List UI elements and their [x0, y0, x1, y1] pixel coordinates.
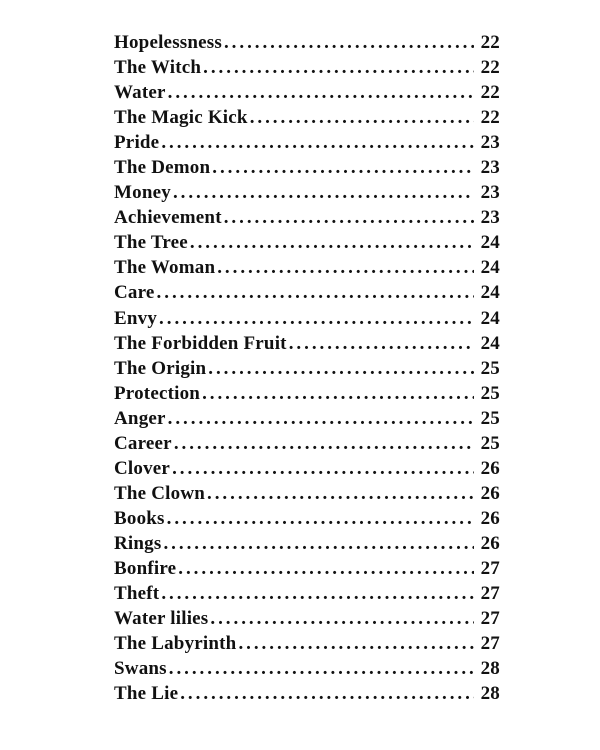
toc-entry-title: The Demon [114, 157, 211, 179]
dot-leader [161, 581, 474, 606]
toc-entry-page: 27 [480, 557, 500, 579]
toc-entry-page: 22 [480, 82, 500, 104]
toc-entry-title: The Woman [114, 257, 216, 279]
dot-leader [289, 331, 474, 356]
toc-entry-title: Bonfire [114, 557, 177, 579]
toc-entry [114, 506, 500, 531]
toc-entry [114, 105, 500, 130]
toc-entry-page: 24 [480, 282, 500, 304]
toc-entry [114, 431, 500, 456]
toc-entry [114, 30, 500, 55]
toc-entry-page: 23 [480, 132, 500, 154]
dot-leader [190, 230, 474, 255]
toc-entry-title: The Lie [114, 683, 179, 705]
dot-leader [202, 381, 474, 406]
toc-entry-title: Hopelessness [114, 32, 222, 53]
toc-entry-title: Career [114, 432, 172, 454]
toc-entry-title: The Labyrinth [114, 633, 237, 655]
toc-entry-page: 26 [480, 457, 500, 479]
toc-entry-page: 22 [480, 32, 500, 53]
toc-entry [114, 280, 500, 305]
table-of-contents [114, 30, 500, 706]
toc-entry [114, 631, 500, 656]
toc-entry [114, 456, 500, 481]
toc-entry [114, 55, 500, 80]
toc-entry-page: 22 [480, 57, 500, 79]
toc-entry-title: Envy [114, 307, 158, 329]
dot-leader [250, 105, 474, 130]
toc-entry-title: Clover [114, 457, 171, 479]
dot-leader [161, 130, 474, 155]
toc-entry-title: Anger [114, 407, 166, 429]
dot-leader [167, 506, 474, 531]
toc-entry [114, 481, 500, 506]
toc-entry [114, 556, 500, 581]
toc-entry-title: Theft [114, 583, 160, 605]
toc-entry-page: 28 [480, 683, 500, 705]
toc-entry-page: 24 [480, 307, 500, 329]
toc-entry [114, 80, 500, 105]
toc-entry-title: Books [114, 507, 165, 529]
toc-entry [114, 356, 500, 381]
dot-leader [224, 30, 474, 55]
dot-leader [210, 606, 474, 631]
dot-leader [172, 456, 474, 481]
toc-entry-page: 28 [480, 658, 500, 680]
toc-entry-title: The Witch [114, 57, 202, 79]
toc-entry-title: Money [114, 182, 171, 204]
toc-entry-title: The Magic Kick [114, 107, 248, 129]
toc-entry-title: Swans [114, 658, 167, 680]
toc-entry [114, 180, 500, 205]
toc-entry-title: The Tree [114, 232, 188, 254]
toc-entry [114, 205, 500, 230]
toc-entry-page: 27 [480, 633, 500, 655]
dot-leader [168, 406, 474, 431]
toc-entry [114, 606, 500, 631]
toc-entry-title: Water [114, 82, 166, 104]
toc-entry-title: Pride [114, 132, 160, 154]
dot-leader [203, 55, 474, 80]
toc-entry [114, 681, 500, 706]
toc-entry-page: 26 [480, 482, 500, 504]
dot-leader [173, 180, 474, 205]
dot-leader [180, 681, 474, 706]
dot-leader [178, 556, 474, 581]
toc-entry [114, 406, 500, 431]
toc-entry-title: Protection [114, 382, 201, 404]
toc-entry [114, 230, 500, 255]
toc-entry-title: Rings [114, 532, 162, 554]
toc-entry [114, 656, 500, 681]
toc-entry-page: 26 [480, 532, 500, 554]
dot-leader [169, 656, 474, 681]
toc-entry [114, 331, 500, 356]
toc-entry [114, 581, 500, 606]
toc-entry-title: Achievement [114, 207, 222, 229]
toc-entry-page: 24 [480, 257, 500, 279]
dot-leader [168, 80, 474, 105]
dot-leader [174, 431, 474, 456]
toc-entry-page: 24 [480, 332, 500, 354]
toc-entry-page: 23 [480, 157, 500, 179]
toc-entry-page: 27 [480, 608, 500, 630]
toc-entry [114, 531, 500, 556]
toc-entry-page: 22 [480, 107, 500, 129]
toc-entry-page: 23 [480, 207, 500, 229]
dot-leader [217, 255, 474, 280]
dot-leader [212, 155, 474, 180]
toc-entry-title: The Forbidden Fruit [114, 332, 287, 354]
dot-leader [224, 205, 474, 230]
toc-entry [114, 155, 500, 180]
toc-entry-page: 24 [480, 232, 500, 254]
dot-leader [208, 356, 474, 381]
dot-leader [207, 481, 474, 506]
toc-entry-title: The Origin [114, 357, 207, 379]
toc-entry-page: 25 [480, 357, 500, 379]
toc-entry [114, 255, 500, 280]
dot-leader [157, 280, 474, 305]
toc-entry-page: 23 [480, 182, 500, 204]
toc-entry-page: 25 [480, 382, 500, 404]
toc-entry-title: Care [114, 282, 155, 304]
toc-entry-page: 26 [480, 507, 500, 529]
dot-leader [159, 306, 474, 331]
toc-entry [114, 381, 500, 406]
toc-entry [114, 130, 500, 155]
toc-entry-page: 25 [480, 432, 500, 454]
toc-entry-title: Water lilies [114, 608, 209, 630]
toc-entry-title: The Clown [114, 482, 206, 504]
toc-entry-page: 25 [480, 407, 500, 429]
toc-entry [114, 306, 500, 331]
toc-entry-page: 27 [480, 583, 500, 605]
dot-leader [238, 631, 474, 656]
dot-leader [163, 531, 474, 556]
